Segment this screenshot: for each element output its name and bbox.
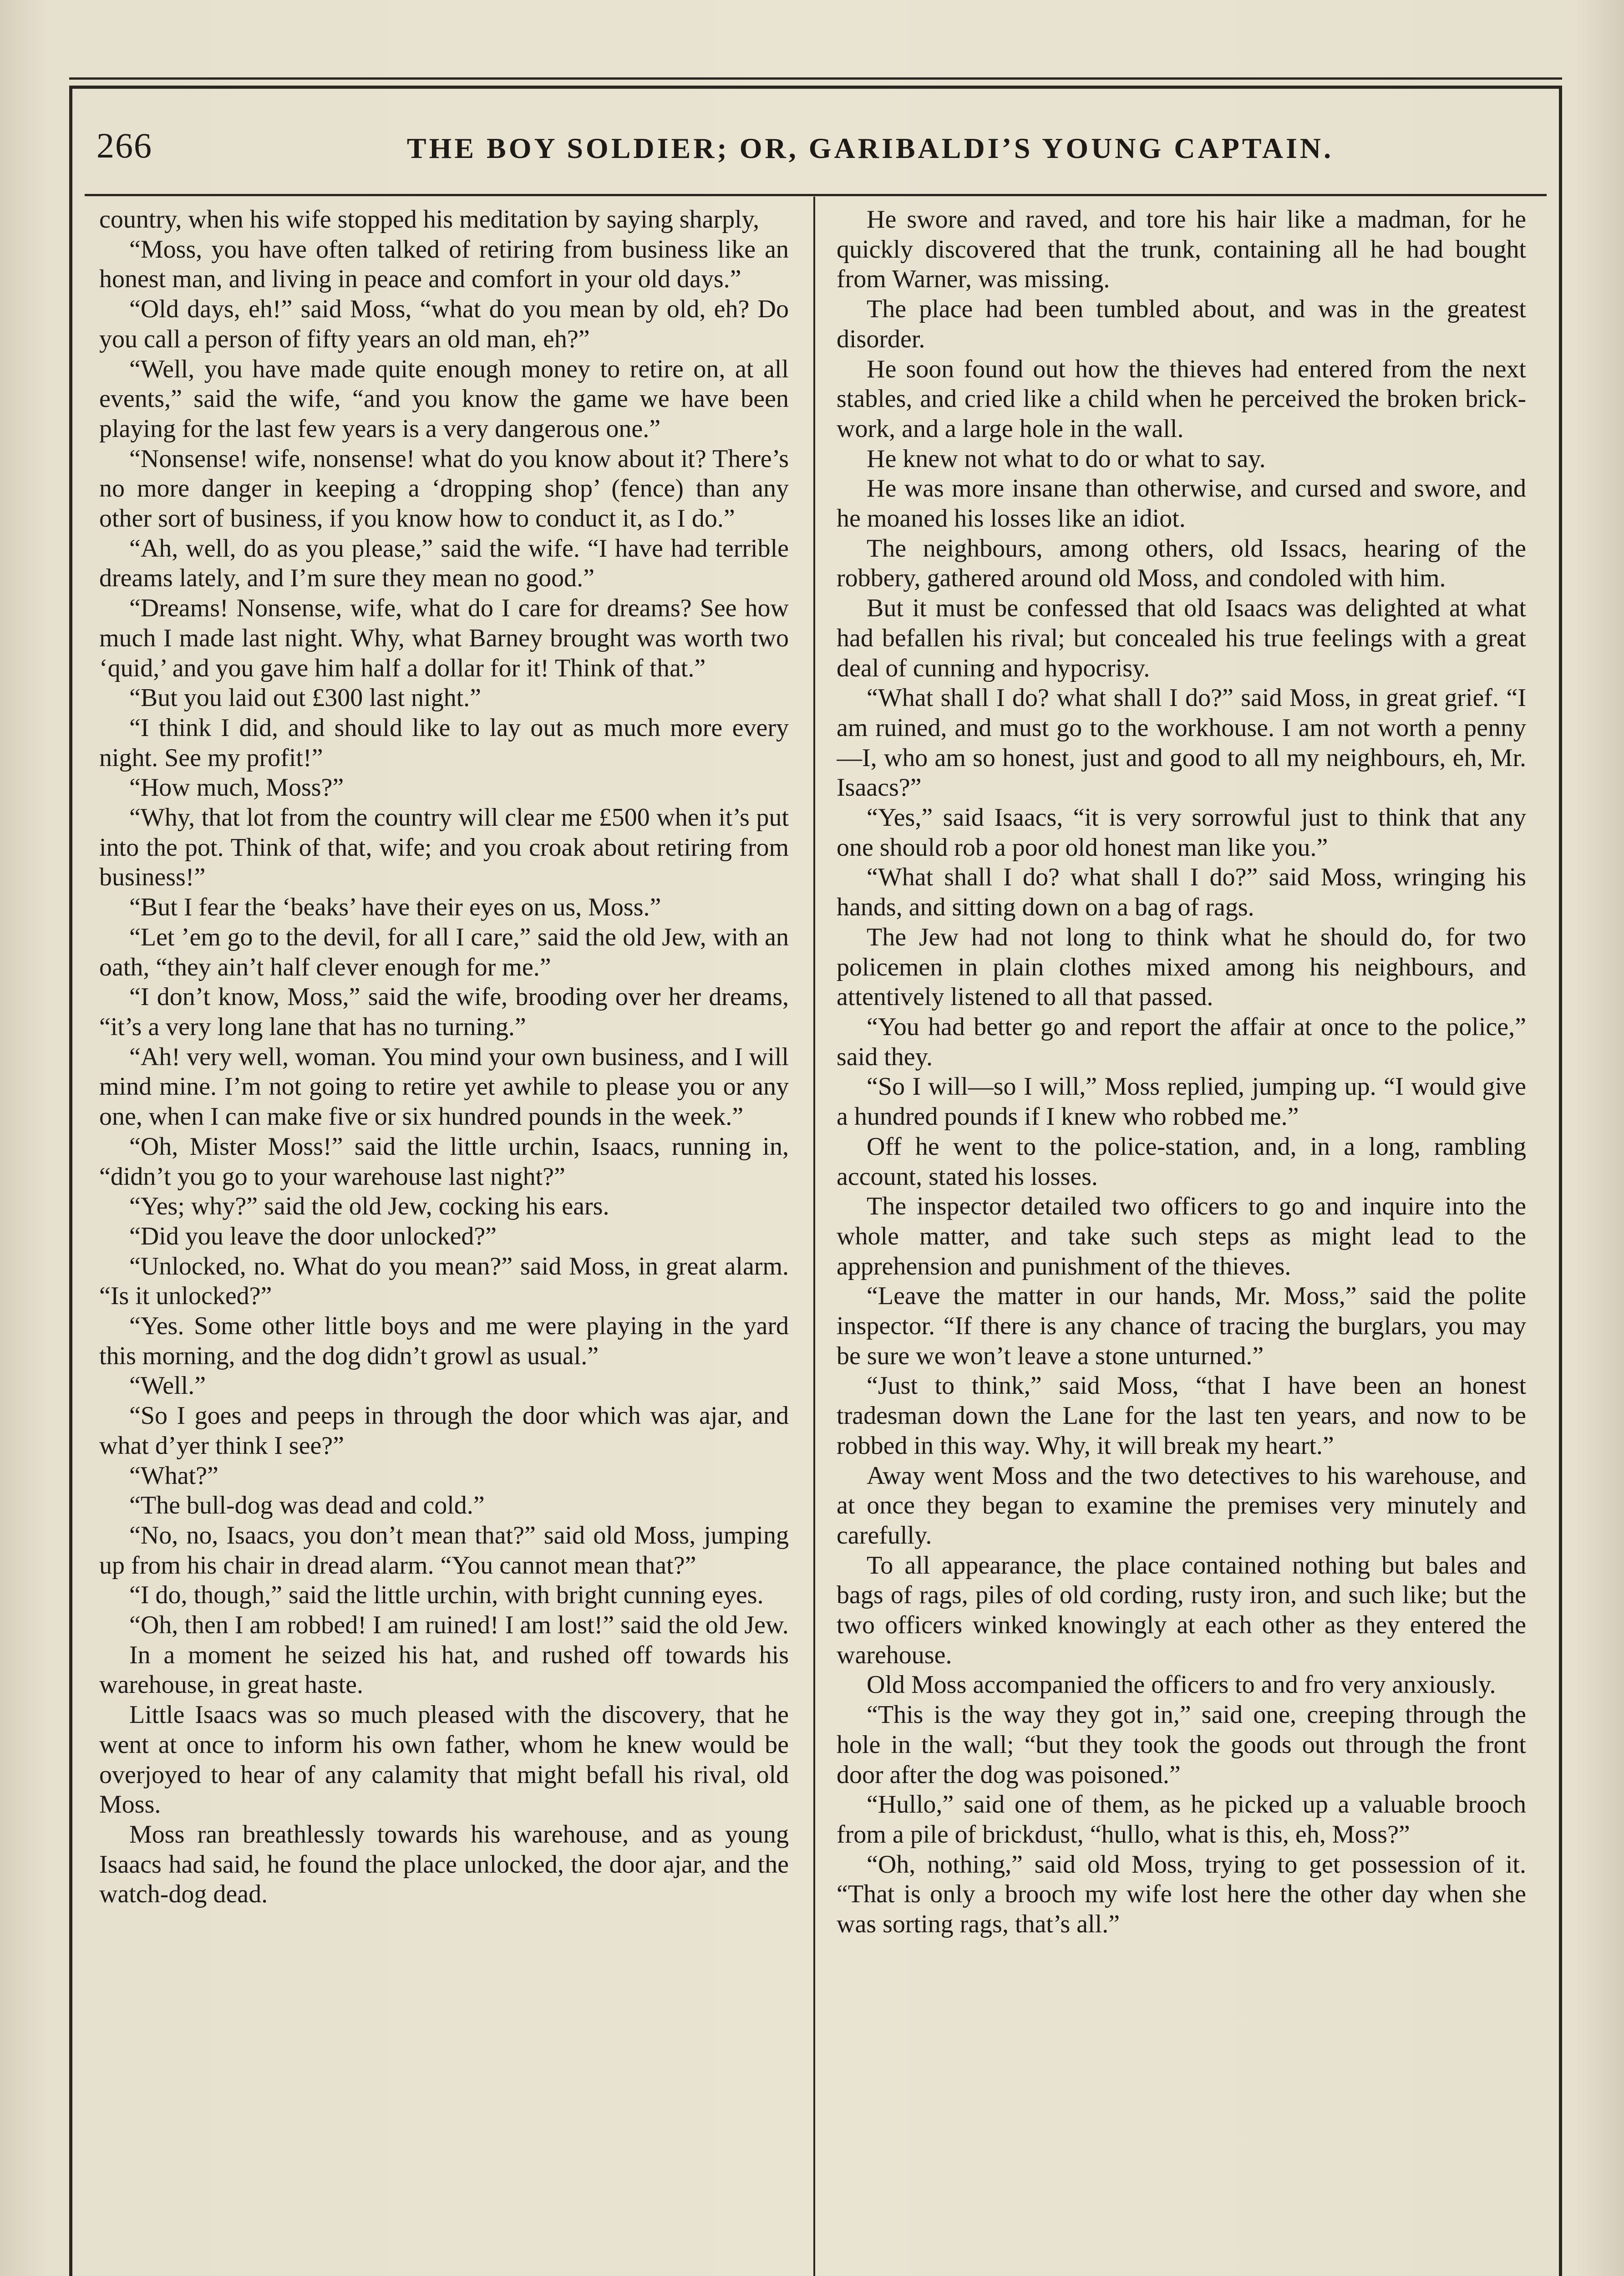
paragraph: “I think I did, and should like to lay out as much more every night. See my profit!”	[99, 713, 789, 772]
paragraph: “Why, that lot from the country will clear me £500 when it’s put into the pot. Think of that, wife; and you croak about retiring from business!”	[99, 803, 789, 892]
paragraph: “Well, you have made quite enough money to retire on, at all events,” said the wife, “and you know the game we have been playing for the last few years is a very dangerous one.”	[99, 355, 789, 443]
paragraph: “Unlocked, no. What do you mean?” said Moss, in great alarm. “Is it unlocked?”	[99, 1252, 789, 1311]
paragraph: He soon found out how the thieves had entered from the next stables, and cried like a child when he perceived the broken brick-work, and a large hole in the wall.	[837, 355, 1526, 443]
paragraph: He knew not what to do or what to say.	[867, 444, 1266, 473]
paragraph: He swore and raved, and tore his hair like a madman, for he quickly discovered that the trunk, containing all he had bought from Warner, was missing.	[837, 205, 1526, 294]
top-border-rule	[69, 77, 1562, 80]
paragraph: “No, no, Isaacs, you don’t mean that?” said old Moss, jumping up from his chair in dread alarm. “You cannot mean that?”	[99, 1521, 789, 1580]
paragraph: “I do, though,” said the little urchin, with bright cunning eyes.	[129, 1581, 764, 1610]
paragraph: “Moss, you have often talked of retiring from business like an honest man, and living in peace and comfort in your old days.”	[99, 235, 789, 294]
paragraph: Old Moss accompanied the officers to and fro very anxiously.	[867, 1671, 1496, 1699]
paragraph: “So I will—so I will,” Moss replied, jumping up. “I would give a hundred pounds if I knew who robbed me.”	[837, 1072, 1526, 1131]
paragraph: Away went Moss and the two detectives to his warehouse, and at once they began to examine the premises very minutely and carefully.	[837, 1461, 1526, 1550]
paragraph: To all appearance, the place contained nothing but bales and bags of rags, piles of old cording, rusty iron, and such like; but the two officers winked knowingly at each other as they entered the warehouse.	[837, 1551, 1526, 1669]
paragraph: “Oh, Mister Moss!” said the little urchin, Isaacs, running in, “didn’t you go to your warehouse last night?”	[99, 1132, 789, 1191]
paragraph: The place had been tumbled about, and was in the greatest disorder.	[837, 295, 1526, 353]
paragraph: “Let ’em go to the devil, for all I care,” said the old Jew, with an oath, “they ain’t half clever enough for me.”	[99, 923, 789, 981]
running-title: THE BOY SOLDIER; OR, GARIBALDI’S YOUNG CAPTAIN.	[406, 132, 1334, 164]
paragraph: “Nonsense! wife, nonsense! what do you know about it? There’s no more danger in keeping a ‘dropping shop’ (fence) than any other sort of business, if you know how to conduct it, as I do.”	[99, 444, 789, 533]
paragraph: country, when his wife stopped his meditation by saying sharply,	[99, 205, 760, 234]
paragraph: “Hullo,” said one of them, as he picked up a valuable brooch from a pile of brickdust, “hullo, what is this, eh, Moss?”	[837, 1790, 1526, 1849]
paragraph: Little Isaacs was so much pleased with the discovery, that he went at once to inform his own father, whom he knew would be overjoyed to hear of any calamity that might befall his rival, old Moss.	[99, 1701, 789, 1819]
paragraph: “Ah, well, do as you please,” said the wife. “I have had terrible dreams lately, and I’m sure they mean no good.”	[99, 534, 789, 593]
paragraph: Off he went to the police-station, and, in a long, rambling account, stated his losses.	[837, 1132, 1526, 1191]
paragraph: “You had better go and report the affair at once to the police,” said they.	[837, 1012, 1526, 1071]
right-text-column	[837, 205, 1526, 2276]
paragraph: “What?”	[129, 1461, 218, 1490]
paragraph: The neighbours, among others, old Issacs, hearing of the robbery, gathered around old Moss, and condoled with him.	[837, 534, 1526, 593]
paragraph: “Leave the matter in our hands, Mr. Moss,” said the polite inspector. “If there is any chance of tracing the burglars, you may be sure we won’t leave a stone unturned.”	[837, 1282, 1526, 1370]
paragraph: “How much, Moss?”	[129, 773, 344, 802]
paragraph: “So I goes and peeps in through the door which was ajar, and what d’yer think I see?”	[99, 1402, 789, 1460]
paragraph: “But I fear the ‘beaks’ have their eyes on us, Moss.”	[129, 893, 661, 922]
paragraph: “Yes; why?” said the old Jew, cocking his ears.	[129, 1192, 609, 1221]
paragraph: “Oh, nothing,” said old Moss, trying to get possession of it. “That is only a brooch my wife lost here the other day when she was sorting rags, that’s all.”	[837, 1850, 1526, 1939]
left-text-column	[99, 205, 789, 2276]
header-rule	[85, 194, 1547, 196]
paragraph: “This is the way they got in,” said one, creeping through the hole in the wall; “but they took the goods out through the front door after the dog was poisoned.”	[837, 1701, 1526, 1789]
paragraph: “The bull-dog was dead and cold.”	[129, 1491, 485, 1520]
paragraph: “But you laid out £300 last night.”	[129, 684, 482, 712]
paragraph: “Yes. Some other little boys and me were playing in the yard this morning, and the dog didn’t growl as usual.”	[99, 1312, 789, 1370]
paragraph: “Dreams! Nonsense, wife, what do I care for dreams? See how much I made last night. Why, what Barney brought was worth two ‘quid,’ and you gave him half a dollar for it! Think of that.”	[99, 594, 789, 682]
paragraph: “I don’t know, Moss,” said the wife, brooding over her dreams, “it’s a very long lane that has no turning.”	[99, 983, 789, 1041]
paragraph: The Jew had not long to think what he should do, for two policemen in plain clothes mixed among his neighbours, and attentively listened to all that passed.	[837, 923, 1526, 1011]
paragraph: “Ah! very well, woman. You mind your own business, and I will mind mine. I’m not going to retire yet awhile to please you or any one, when I can make five or six hundred pounds in the week.”	[99, 1042, 789, 1131]
paragraph: “What shall I do? what shall I do?” said Moss, in great grief. “I am ruined, and must go to the workhouse. I am not worth a penny—I, who am so honest, just and good to all my neighbours, eh, Mr. Isaacs?”	[837, 684, 1526, 802]
paragraph: “Yes,” said Isaacs, “it is very sorrowful just to think that any one should rob a poor old honest man like you.”	[837, 803, 1526, 862]
paragraph: “Old days, eh!” said Moss, “what do you mean by old, eh? Do you call a person of fifty years an old man, eh?”	[99, 295, 789, 353]
paragraph: But it must be confessed that old Isaacs was delighted at what had befallen his rival; but concealed his true feelings with a great deal of cunning and hypocrisy.	[837, 594, 1526, 682]
paragraph: “Did you leave the door unlocked?”	[129, 1222, 497, 1250]
paragraph: In a moment he seized his hat, and rushed off towards his warehouse, in great haste.	[99, 1641, 789, 1699]
paragraph: “Just to think,” said Moss, “that I have been an honest tradesman down the Lane for the last ten years, and now to be robbed in this way. Why, it will break my heart.”	[837, 1372, 1526, 1460]
page-number: 266	[96, 126, 152, 165]
paragraph: “What shall I do? what shall I do?” said Moss, wringing his hands, and sitting down on a bag of rags.	[837, 863, 1526, 922]
paragraph: The inspector detailed two officers to go and inquire into the whole matter, and take such steps as might lead to the apprehension and punishment of the thieves.	[837, 1192, 1526, 1280]
page-header	[96, 125, 1535, 180]
paragraph: He was more insane than otherwise, and cursed and swore, and he moaned his losses like an idiot.	[837, 474, 1526, 533]
column-divider	[813, 197, 815, 2276]
paragraph: “Oh, then I am robbed! I am ruined! I am lost!” said the old Jew.	[129, 1611, 789, 1640]
paragraph: “Well.”	[129, 1372, 206, 1400]
paragraph: Moss ran breathlessly towards his warehouse, and as young Isaacs had said, he found the place unlocked, the door ajar, and the watch-dog dead.	[99, 1820, 789, 1909]
